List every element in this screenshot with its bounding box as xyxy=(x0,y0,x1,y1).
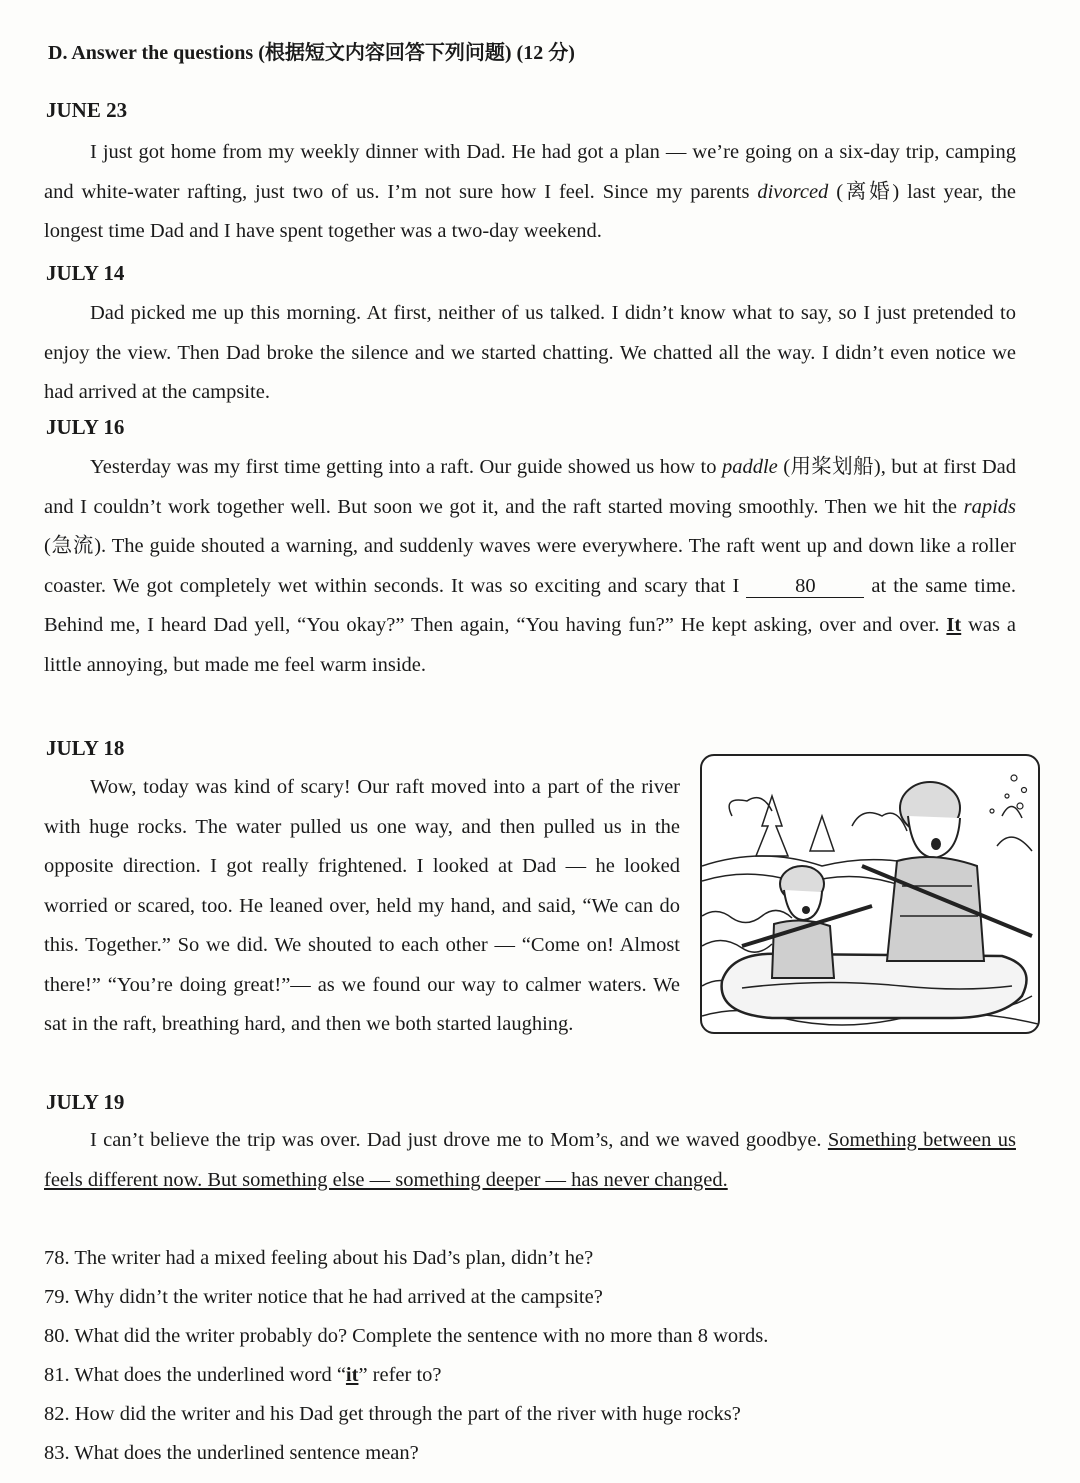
question-83: 83. What does the underlined sentence mean? xyxy=(44,1442,419,1464)
question-82: 82. How did the writer and his Dad get through the part of the river with huge rocks? xyxy=(44,1403,741,1425)
entry-paragraph: Wow, today was kind of scary! Our raft moved into a part of the river with huge rocks. The water pulled us one way, and then pulled us in the opposite direction. I got really frightened. I looked at Dad — he looked worried or scared, too. He leaned over, held my hand, and said, “We can do this. Together.” So we did. We shouted to each other — “Come on! Almost there!” “You’re doing great!”— as we found our way to calmer waters. We sat in the raft, breathing hard, and then we both started laughing. xyxy=(44,776,680,1035)
rafting-drawing xyxy=(702,756,1038,1032)
rafting-illustration xyxy=(700,754,1040,1034)
entry-paragraph: Yesterday was my first time getting into a raft. Our guide showed us how to paddle (用桨划船), but at first Dad and I couldn’t work together well. But soon we got it, and the raft started moving smoothly. Then we hit the rapids (急流). The guide shouted a warning, and suddenly waves were everywhere. The raft went up and down like a roller coaster. We got completely wet within seconds. It was so exciting and scary that I 80 at the same time. Behind me, I heard Dad yell, “You okay?” Then again, “You having fun?” He kept asking, over and over. It was a little annoying, but made me feel warm inside. xyxy=(44,456,1016,676)
entry-paragraph: I just got home from my weekly dinner with Dad. He had got a plan — we’re going on a six-day trip, camping and white-water rafting, just two of us. I’m not sure how I feel. Since my parents divorced (离婚) last year, the longest time Dad and I have spent together was a two-day weekend. xyxy=(44,141,1016,242)
keyword-divorced: divorced xyxy=(757,180,829,203)
question-79: 79. Why didn’t the writer notice that he had arrived at the campsite? xyxy=(44,1286,603,1308)
section-title: D. Answer the questions (根据短文内容回答下列问题) (12 分) xyxy=(48,42,575,64)
entry-paragraph: I can’t believe the trip was over. Dad just drove me to Mom’s, and we waved goodbye. Something between us feels different now. But something else — something deeper — has never changed. xyxy=(44,1129,1016,1191)
keyword-rapids: rapids xyxy=(963,495,1016,518)
question-81: 81. What does the underlined word “it” refer to? xyxy=(44,1364,442,1386)
entry-date: JUNE 23 xyxy=(46,98,128,122)
entry-date: JULY 14 xyxy=(46,261,125,285)
keyword-paddle: paddle xyxy=(721,456,778,478)
entry-date: JULY 19 xyxy=(46,1090,125,1114)
entry-date: JULY 18 xyxy=(46,736,125,760)
entry-paragraph: Dad picked me up this morning. At first, neither of us talked. I didn’t know what to say, so I just pretended to enjoy the view. Then Dad broke the silence and we started chatting. We chatted all the way. I didn’t even notice we had arrived at the campsite. xyxy=(44,302,1016,403)
question-78: 78. The writer had a mixed feeling about his Dad’s plan, didn’t he? xyxy=(44,1247,594,1269)
underlined-word-it: It xyxy=(946,614,962,636)
entry-date: JULY 16 xyxy=(46,415,125,439)
underlined-word-it: it xyxy=(345,1364,359,1386)
underlined-sentence: Something between us feels different now. But something else — something deeper — has never changed. xyxy=(44,1129,1016,1191)
question-80: 80. What did the writer probably do? Complete the sentence with no more than 8 words. xyxy=(44,1325,769,1347)
answer-blank[interactable]: 80 xyxy=(746,575,864,598)
